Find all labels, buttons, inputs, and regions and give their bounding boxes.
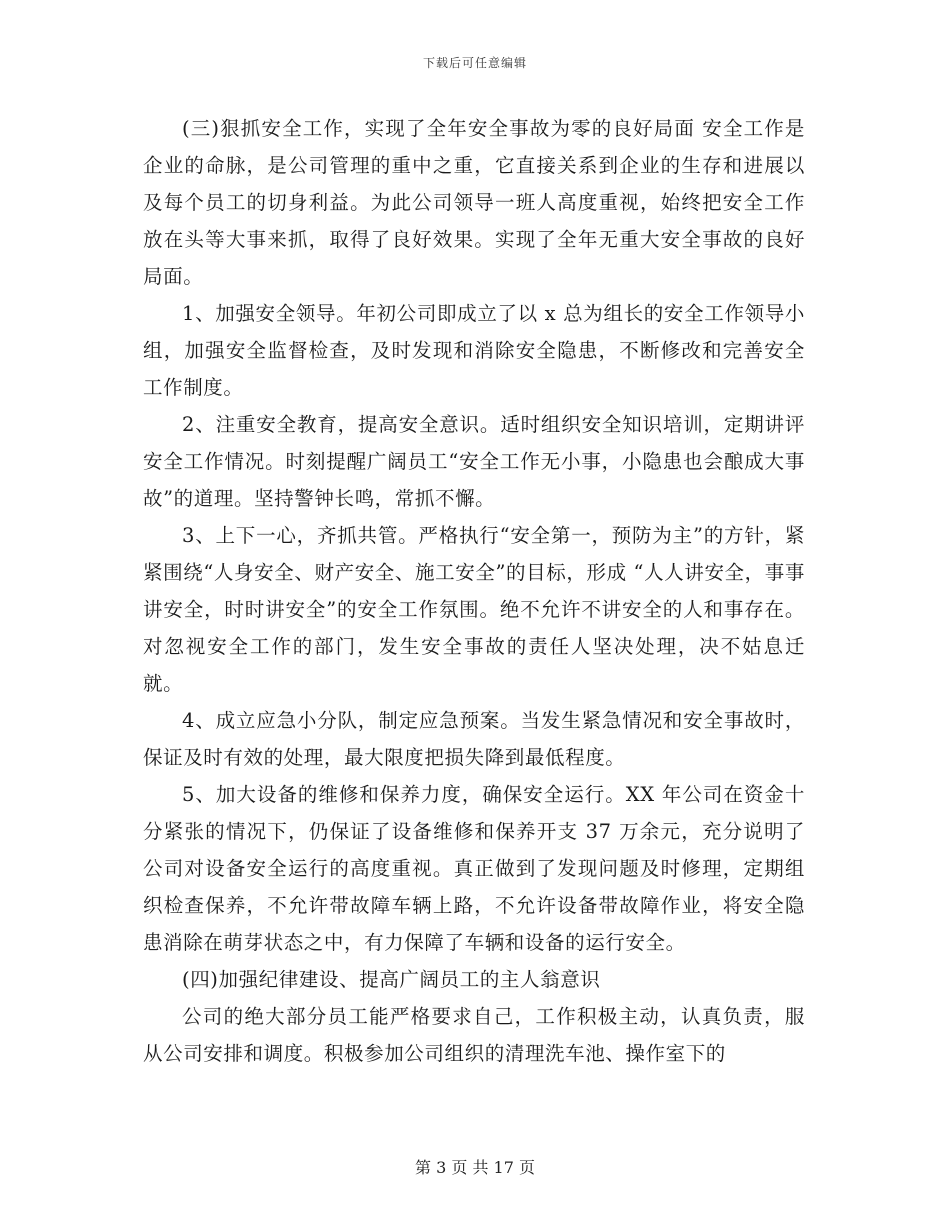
- paragraph-discipline-heading: (四)加强纪律建设、提高广阔员工的主人翁意识: [182, 968, 601, 991]
- document-body: [143, 110, 805, 1072]
- paragraph-item-5: 5、加大设备的维修和保养力度，确保安全运行。XX 年公司在资金十分紧张的情况下，仍保证了设备维修和保养开支 37 万余元，充分说明了公司对设备安全运行的高度重视。真正做到了发现问题及时修理，定期组织检查保养，不允许带故障车辆上路，不允许设备带故障作业，将安全隐患消除在萌芽状态之中，有力保障了车辆和设备的运行安全。: [143, 783, 805, 954]
- paragraph-safety-heading: (三)狠抓安全工作，实现了全年安全事故为零的良好局面 安全工作是企业的命脉，是公司管理的重中之重，它直接关系到企业的生存和进展以及每个员工的切身利益。为此公司领导一班人高度重视，始终把安全工作放在头等大事来抓，取得了良好效果。实现了全年无重大安全事故的良好局面。: [143, 117, 805, 288]
- paragraph-discipline-body: 公司的绝大部分员工能严格要求自己，工作积极主动，认真负责，服从公司安排和调度。积极参加公司组织的清理洗车池、操作室下的: [143, 1005, 805, 1065]
- paragraph-item-2: 2、注重安全教育，提高安全意识。适时组织安全知识培训，定期讲评安全工作情况。时刻提醒广阔员工“安全工作无小事，小隐患也会酿成大事故”的道理。坚持警钟长鸣，常抓不懈。: [143, 413, 805, 510]
- paragraph-item-3: 3、上下一心，齐抓共管。严格执行“安全第一，预防为主”的方针，紧紧围绕“人身安全、财产安全、施工安全”的目标，形成 “人人讲安全，事事讲安全，时时讲安全”的安全工作氛围。绝不允许不讲安全的人和事存在。对忽视安全工作的部门，发生安全事故的责任人坚决处理，决不姑息迁就。: [143, 524, 805, 695]
- page-number-footer: 第 3 页 共 17 页: [415, 1158, 535, 1177]
- paragraph-item-1: 1、加强安全领导。年初公司即成立了以 x 总为组长的安全工作领导小组，加强安全监督检查，及时发现和消除安全隐患，不断修改和完善安全工作制度。: [143, 302, 805, 399]
- page-header-note: 下载后可任意编辑: [422, 56, 527, 70]
- paragraph-item-4: 4、成立应急小分队，制定应急预案。当发生紧急情况和安全事故时，保证及时有效的处理，最大限度把损失降到最低程度。: [143, 709, 805, 769]
